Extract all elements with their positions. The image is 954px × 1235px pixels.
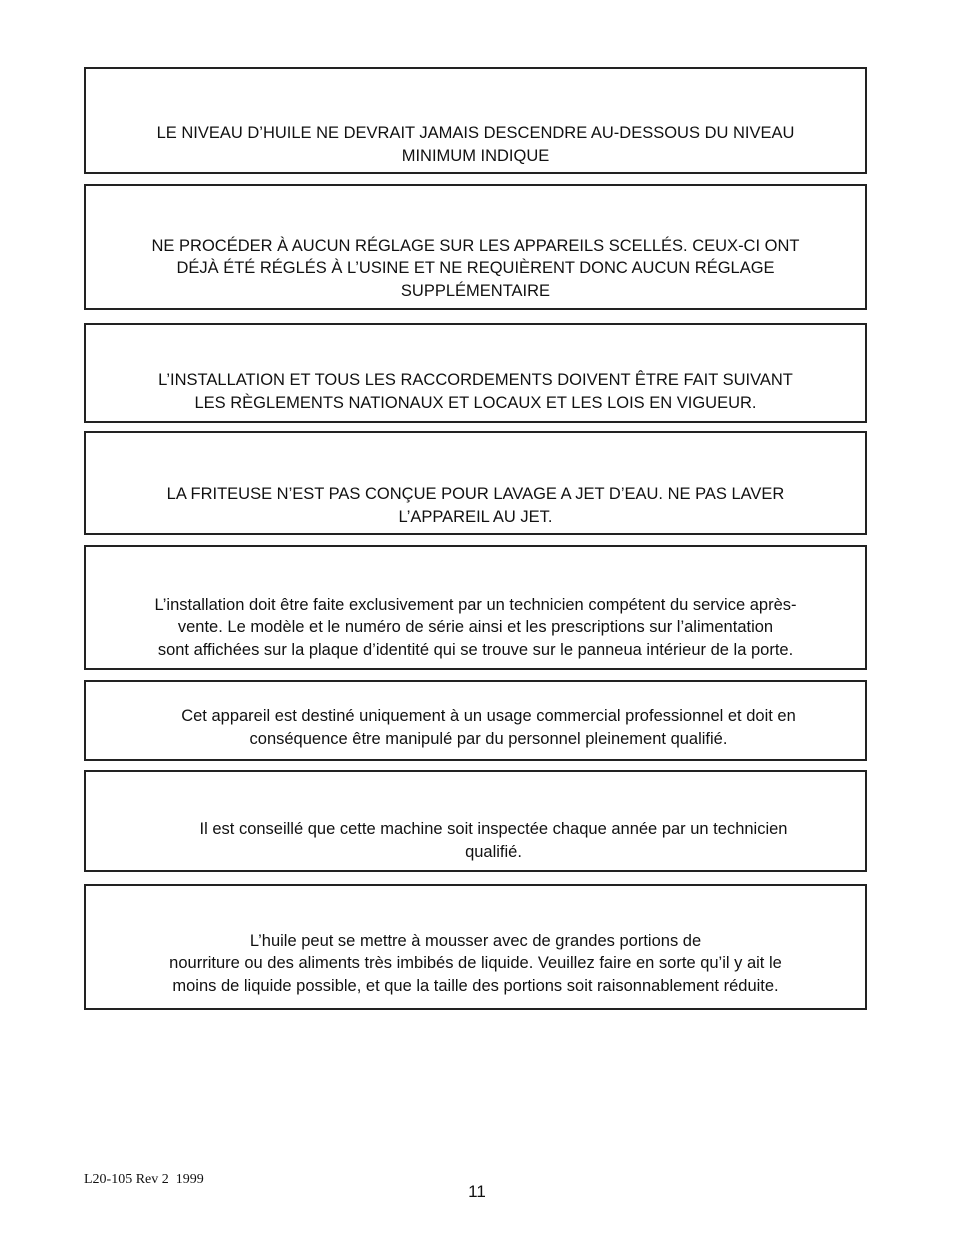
notice-text: LA FRITEUSE N’EST PAS CONÇUE POUR LAVAGE A JET D’EAU. NE PAS LAVER L’APPAREIL AU JET. xyxy=(166,485,785,526)
notice-box-no-water-jet xyxy=(84,431,867,535)
notice-text: LE NIVEAU D’HUILE NE DEVRAIT JAMAIS DESCENDRE AU-DESSOUS DU NIVEAU MINIMUM INDIQUE xyxy=(156,124,795,165)
page-number: 11 xyxy=(468,1182,486,1201)
notice-text: L’installation doit être faite exclusivement par un technicien compétent du service après- vente. Le modèle et le numéro de série ainsi et les prescriptions sur l’alimentation sont affichées sur la plaque d’identité qui se trouve sur le panneua intérieur de la porte. xyxy=(154,595,797,659)
notice-text: L’huile peut se mettre à mousser avec de grandes portions de nourriture ou des aliments très imbibés de liquide. Veuillez faire en sorte qu’il y ait le moins de liquide possible, et que la taille des portions soit raisonnablement réduite. xyxy=(169,931,782,995)
document-code: L20-105 Rev 2 1999 xyxy=(84,1172,204,1187)
notice-box-sealed-appliances xyxy=(84,184,867,310)
notice-box-oil-foaming xyxy=(84,884,867,1010)
notice-box-qualified-installer xyxy=(84,545,867,670)
notice-text: Il est conseillé que cette machine soit inspectée chaque année par un technicien qualifié. xyxy=(199,820,788,861)
notice-text: Cet appareil est destiné uniquement à un usage commercial professionnel et doit en conséquence être manipulé par du personnel pleinement qualifié. xyxy=(181,707,796,748)
notice-box-commercial-use xyxy=(84,680,867,761)
notice-text: L’INSTALLATION ET TOUS LES RACCORDEMENTS DOIVENT ÊTRE FAIT SUIVANT LES RÈGLEMENTS NATIONAUX ET LOCAUX ET LES LOIS EN VIGUEUR. xyxy=(158,371,793,412)
notice-box-annual-inspection xyxy=(84,770,867,872)
notice-box-installation-regulations xyxy=(84,323,867,423)
notice-box-oil-level xyxy=(84,67,867,174)
notice-text: NE PROCÉDER À AUCUN RÉGLAGE SUR LES APPAREILS SCELLÉS. CEUX-CI ONT DÉJÀ ÉTÉ RÉGLÉS À L’USINE ET NE REQUIÈRENT DONC AUCUN RÉGLAGE SUPPLÉMENTAIRE xyxy=(151,236,800,300)
